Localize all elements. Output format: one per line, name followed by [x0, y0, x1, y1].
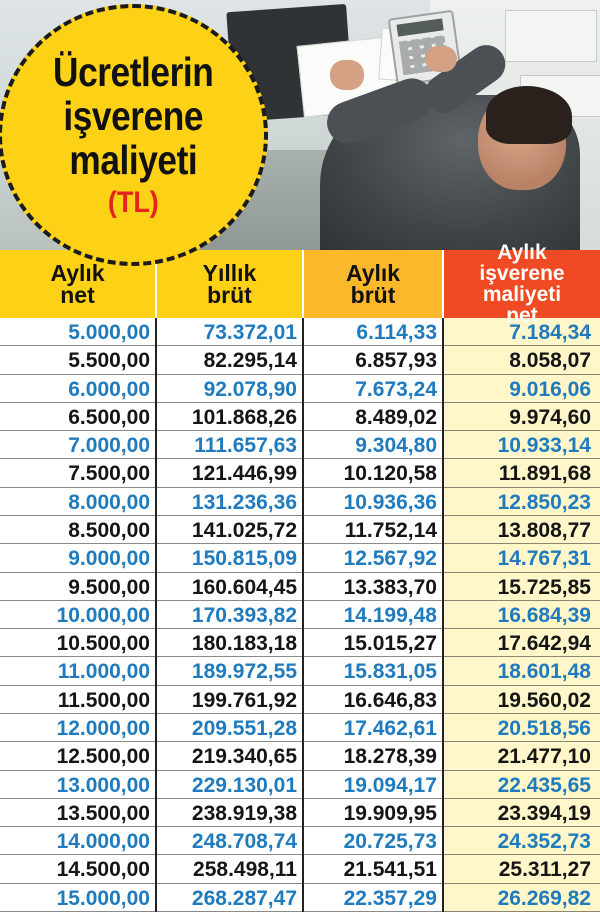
cell-yillik-brut: 219.340,65 — [191, 745, 297, 769]
cell-yillik-brut: 258.498,11 — [193, 858, 297, 882]
cell-aylik-brut: 6.857,93 — [355, 349, 437, 373]
cell-isverene-maliyeti: 18.601,48 — [497, 660, 591, 684]
cell-yillik-brut: 141.025,72 — [191, 519, 297, 542]
cell-yillik-brut: 170.393,82 — [191, 603, 297, 627]
person-hand — [330, 60, 364, 90]
cell-aylik-net: 7.500,00 — [68, 462, 150, 486]
cell-yillik-brut: 160.604,45 — [191, 575, 297, 599]
cell-aylik-net: 14.000,00 — [56, 830, 150, 854]
header-isverene-maliyeti — [444, 241, 600, 327]
cell-aylik-net: 7.000,00 — [68, 434, 150, 458]
person-hand — [425, 46, 457, 72]
cell-yillik-brut: 199.761,92 — [191, 688, 297, 712]
cell-isverene-maliyeti: 23.394,19 — [497, 801, 591, 825]
cell-isverene-maliyeti: 15.725,85 — [497, 575, 591, 599]
cell-isverene-maliyeti: 17.642,94 — [497, 632, 591, 656]
calculator-screen — [396, 18, 443, 36]
cell-aylik-brut: 11.752,14 — [344, 519, 437, 542]
cell-yillik-brut: 73.372,01 — [203, 321, 297, 344]
cell-aylik-brut: 10.936,36 — [343, 490, 437, 514]
table-row — [0, 488, 600, 516]
title-badge — [0, 4, 268, 266]
cell-yillik-brut: 121.446,99 — [191, 462, 297, 486]
cell-isverene-maliyeti: 14.767,31 — [497, 547, 591, 571]
badge-title-line-1: Ücretlerin — [52, 49, 214, 95]
cell-isverene-maliyeti: 16.684,39 — [497, 603, 591, 627]
cell-aylik-net: 10.000,00 — [56, 603, 150, 627]
header-label: Aylık net — [50, 260, 105, 308]
table-row — [0, 884, 600, 912]
header-label: Aylık işverene maliyeti net — [479, 241, 565, 327]
cell-isverene-maliyeti: 22.435,65 — [497, 773, 591, 797]
table-row — [0, 431, 600, 459]
cell-aylik-brut: 21.541,51 — [343, 858, 437, 882]
cell-isverene-maliyeti: 24.352,73 — [497, 830, 591, 854]
cell-isverene-maliyeti: 12.850,23 — [497, 490, 591, 514]
cell-yillik-brut: 101.868,26 — [191, 405, 297, 429]
cell-aylik-brut: 22.357,29 — [343, 886, 437, 910]
cell-aylik-brut: 15.015,27 — [343, 632, 437, 656]
header-aylik-brut — [304, 250, 442, 318]
cell-aylik-net: 6.000,00 — [68, 377, 150, 401]
cell-yillik-brut: 92.078,90 — [203, 377, 297, 401]
cell-yillik-brut: 268.287,47 — [191, 886, 297, 910]
table-row — [0, 346, 600, 374]
cell-isverene-maliyeti: 25.311,27 — [498, 858, 591, 882]
cell-yillik-brut: 131.236,36 — [191, 490, 297, 514]
badge-unit: (TL) — [107, 186, 159, 219]
cell-aylik-brut: 8.489,02 — [355, 405, 437, 429]
table-row — [0, 629, 600, 657]
cell-aylik-net: 12.500,00 — [56, 745, 150, 769]
table-row — [0, 573, 600, 601]
shelf — [505, 10, 597, 62]
cell-yillik-brut: 180.183,18 — [191, 632, 297, 656]
cell-yillik-brut: 150.815,09 — [191, 547, 297, 571]
cell-isverene-maliyeti: 9.974,60 — [509, 405, 591, 429]
table-row — [0, 459, 600, 487]
badge-title-line-2: işverene — [63, 93, 203, 139]
header-yillik-brut — [157, 250, 302, 318]
cell-aylik-net: 11.500,00 — [57, 688, 150, 712]
cell-aylik-brut: 17.462,61 — [343, 717, 437, 740]
table-row — [0, 855, 600, 883]
cell-aylik-net: 5.000,00 — [68, 321, 150, 344]
table-row — [0, 601, 600, 629]
cell-isverene-maliyeti: 21.477,10 — [497, 745, 591, 769]
cell-aylik-net: 5.500,00 — [68, 349, 150, 373]
cell-yillik-brut: 238.919,38 — [191, 801, 297, 825]
cell-yillik-brut: 209.551,28 — [191, 717, 297, 740]
cell-isverene-maliyeti: 10.933,14 — [497, 434, 591, 458]
badge-title-line-3: maliyeti — [69, 137, 197, 183]
cell-yillik-brut: 82.295,14 — [203, 349, 297, 373]
table-row — [0, 686, 600, 714]
cell-aylik-brut: 6.114,33 — [356, 321, 437, 344]
cell-isverene-maliyeti: 19.560,02 — [497, 688, 591, 712]
table-row — [0, 403, 600, 431]
cell-yillik-brut: 111.657,63 — [194, 434, 297, 458]
cell-aylik-brut: 7.673,24 — [355, 377, 437, 401]
cell-aylik-net: 15.000,00 — [56, 886, 150, 910]
cell-yillik-brut: 229.130,01 — [191, 773, 297, 797]
cell-aylik-brut: 19.909,95 — [343, 801, 437, 825]
cell-yillik-brut: 189.972,55 — [191, 660, 297, 684]
cell-aylik-brut: 10.120,58 — [343, 462, 437, 486]
cell-isverene-maliyeti: 11.891,68 — [498, 462, 591, 486]
cell-aylik-brut: 19.094,17 — [343, 773, 437, 797]
cell-aylik-brut: 18.278,39 — [343, 745, 437, 769]
cell-aylik-net: 9.500,00 — [68, 575, 150, 599]
table-row — [0, 544, 600, 572]
cell-aylik-brut: 12.567,92 — [343, 547, 437, 571]
person-hair — [486, 86, 572, 144]
cell-aylik-net: 8.000,00 — [68, 490, 150, 514]
cell-isverene-maliyeti: 26.269,82 — [497, 886, 591, 910]
table-row — [0, 657, 600, 685]
cell-aylik-brut: 13.383,70 — [343, 575, 437, 599]
cell-aylik-net: 9.000,00 — [68, 547, 150, 571]
table-header — [0, 241, 600, 327]
header-label: Aylık brüt — [345, 260, 401, 308]
cell-aylik-brut: 20.725,73 — [343, 830, 437, 854]
header-label: Yıllık brüt — [202, 260, 257, 308]
table-row — [0, 827, 600, 855]
table-row — [0, 375, 600, 403]
cell-aylik-net: 6.500,00 — [68, 405, 150, 429]
cell-aylik-net: 12.000,00 — [56, 717, 150, 740]
table-row — [0, 516, 600, 544]
cell-aylik-brut: 14.199,48 — [343, 603, 437, 627]
cell-aylik-net: 13.000,00 — [56, 773, 150, 797]
cell-aylik-net: 13.500,00 — [56, 801, 150, 825]
cell-isverene-maliyeti: 13.808,77 — [497, 519, 591, 542]
salary-table — [0, 318, 600, 912]
cell-aylik-net: 14.500,00 — [56, 858, 150, 882]
cell-isverene-maliyeti: 8.058,07 — [509, 349, 591, 373]
cell-aylik-net: 11.000,00 — [57, 660, 150, 684]
cell-isverene-maliyeti: 9.016,06 — [509, 377, 591, 401]
cell-aylik-brut: 9.304,80 — [355, 434, 437, 458]
cell-aylik-net: 10.500,00 — [56, 632, 150, 656]
cell-isverene-maliyeti: 7.184,34 — [509, 321, 591, 344]
table-row — [0, 742, 600, 770]
cell-aylik-net: 8.500,00 — [68, 519, 150, 542]
cell-yillik-brut: 248.708,74 — [191, 830, 297, 854]
table-row — [0, 771, 600, 799]
cell-isverene-maliyeti: 20.518,56 — [497, 717, 591, 740]
table-row — [0, 714, 600, 742]
cell-aylik-brut: 16.646,83 — [343, 688, 437, 712]
cell-aylik-brut: 15.831,05 — [343, 660, 437, 684]
table-row — [0, 799, 600, 827]
